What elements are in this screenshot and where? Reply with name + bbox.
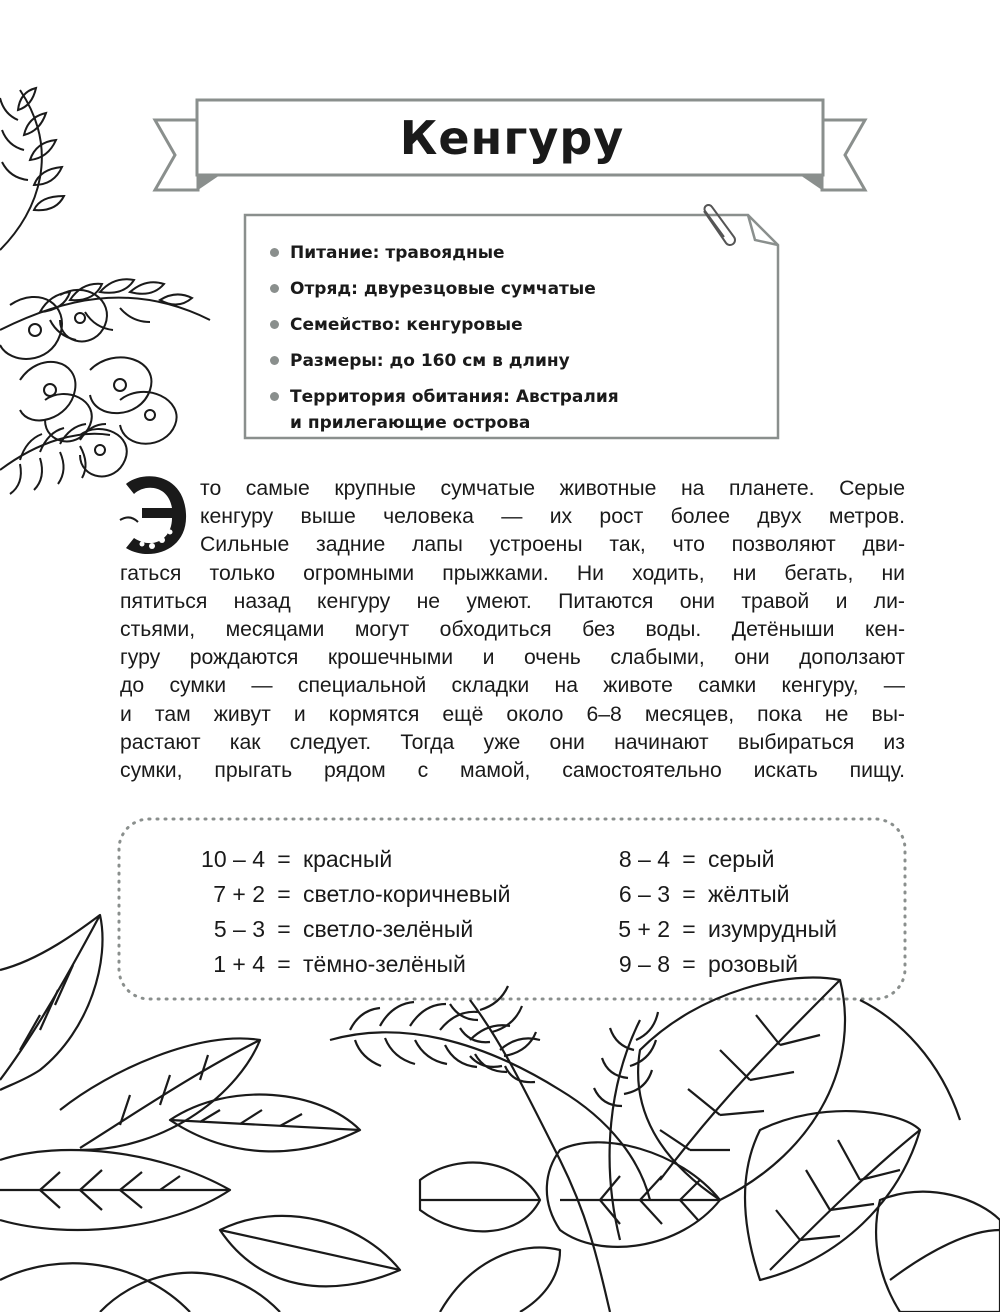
page-title: Кенгуру xyxy=(399,110,625,165)
paragraph-line: растают как следует. Тогда уже они начинают выбираться из xyxy=(120,730,905,754)
color-key-row: 8 – 4 = серый xyxy=(618,846,775,872)
paragraph-line: гаться только огромными прыжками. Ни ходить, ни бегать, ни xyxy=(120,561,905,585)
paragraph-line: кенгуру выше человека — их рост более двух метров. xyxy=(200,505,905,529)
fact-text: Размеры: до 160 см в длину xyxy=(290,351,570,371)
color-key-row: 5 + 2 = изумрудный xyxy=(618,916,837,942)
paragraph-line: стьями, месяцами могут обходиться без воды. Детёныши кен- xyxy=(120,618,905,642)
color-key-row: 1 + 4 = тёмно-зелёный xyxy=(213,951,466,977)
fact-text: Территория обитания: Австралия и прилегающие острова xyxy=(290,387,619,433)
color-key-row: 10 – 4 = красный xyxy=(201,846,393,872)
paragraph-line: гуру рождаются крошечными и очень слабыми, они доползают xyxy=(120,646,905,670)
bullet-icon xyxy=(270,356,279,365)
drop-cap xyxy=(112,470,196,562)
color-key-row: 9 – 8 = розовый xyxy=(618,951,799,977)
fact-item xyxy=(268,276,748,302)
drop-cap-letter xyxy=(120,476,186,554)
color-key-row: 6 – 3 = жёлтый xyxy=(618,881,790,907)
fact-text: Питание: травоядные xyxy=(290,243,505,263)
bullet-icon xyxy=(270,320,279,329)
paragraph-line: Сильные задние лапы устроены так, что позволяют дви- xyxy=(200,533,905,557)
fact-text: Отряд: двурезцовые сумчатые xyxy=(290,279,596,299)
color-key-row: 7 + 2 = светло-коричневый xyxy=(213,881,511,907)
bullet-icon xyxy=(270,284,279,293)
fact-item xyxy=(268,384,630,436)
facts-list xyxy=(268,240,748,446)
paragraph-line: и там живут и кормятся ещё около 6–8 месяцев, пока не вы- xyxy=(120,702,905,726)
paragraph-line: до сумки — специальной складки на животе самки кенгуру, — xyxy=(120,674,905,698)
color-key-row: 5 – 3 = светло-зелёный xyxy=(213,916,474,942)
fact-item xyxy=(268,240,748,266)
paragraph-line: сумки, прыгать рядом с мамой, самостоятельно искать пищу. xyxy=(120,759,905,783)
fact-text: Семейство: кенгуровые xyxy=(290,315,523,335)
paragraph-line: то самые крупные сумчатые животные на планете. Серые xyxy=(200,477,905,500)
fact-item xyxy=(268,348,748,374)
paragraph-line: пятиться назад кенгуру не умеют. Питаются они травой и ли- xyxy=(120,589,905,613)
fact-item xyxy=(268,312,748,338)
body-paragraph xyxy=(120,475,905,785)
bullet-icon xyxy=(270,248,279,257)
jungle-leaves-illustration xyxy=(0,900,1000,1312)
bullet-icon xyxy=(270,392,279,401)
